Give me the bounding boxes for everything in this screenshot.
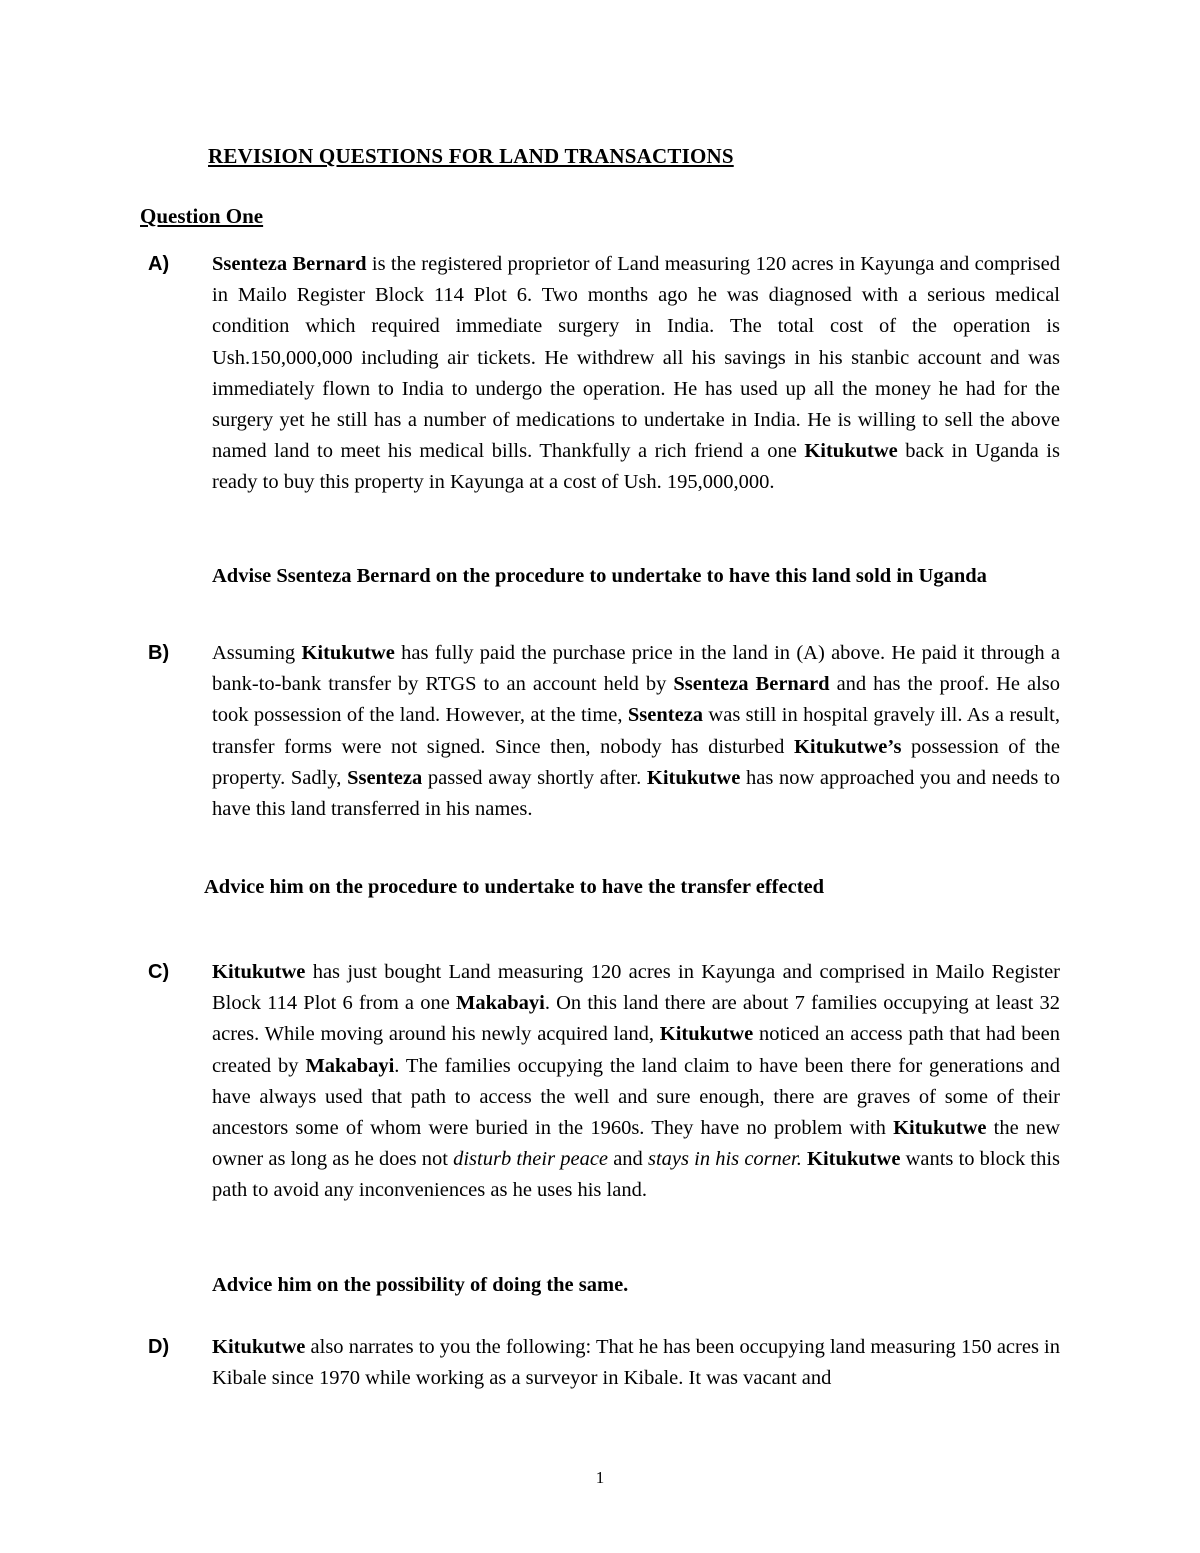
question-c-text: Kitukutwe has just bought Land measuring 120 acres in Kayunga and comprised in Mailo Register Block 114 Plot 6 from a one Makabayi. On this land there are about 7 families occupying at least 32 acres. While moving around his newly acquired land, Kitukutwe noticed an access path that had been created by Makabayi. The families occupying the land claim to have been there for generations and have always used that path to access the well and sure enough, there are graves of some of their ancestors some of whom were buried in the 1960s. They have no problem with Kitukutwe the new owner as long as he does not disturb their peace and stays in his corner. Kitukutwe wants to block this path to avoid any inconveniences as he uses his land. <box>212 961 1061 1202</box>
section-heading: Question One <box>140 204 264 228</box>
question-b-instruction: Advice him on the procedure to undertake to have the transfer effected <box>204 876 825 898</box>
question-b-label: B) <box>148 642 170 664</box>
question-c-instruction: Advice him on the possibility of doing the same. <box>212 1274 629 1296</box>
question-d-text: Kitukutwe also narrates to you the following: That he has been occupying land measuring 150 acres in Kibale since 1970 while working as a surveyor in Kibale. It was vacant and <box>212 1336 1060 1390</box>
question-d-label: D) <box>148 1336 170 1358</box>
page-number: 1 <box>595 1468 605 1487</box>
question-a-label: A) <box>148 253 170 275</box>
question-c-label: C) <box>148 961 170 983</box>
name-ssenteza-bernard: Ssenteza Bernard <box>212 253 367 275</box>
question-a-instruction: Advise Ssenteza Bernard on the procedure to undertake to have this land sold in Uganda <box>212 565 987 587</box>
document-title: REVISION QUESTIONS FOR LAND TRANSACTIONS <box>208 144 734 168</box>
question-a-text: Ssenteza Bernard is the registered proprietor of Land measuring 120 acres in Kayunga and comprised in Mailo Register Block 114 Plot 6. Two months ago he was diagnosed with a serious medical condition which required immediate surgery in India. The total cost of the operation is Ush.150,000,000 including air tickets. He withdrew all his savings in his stanbic account and was immediately flown to India to undergo the operation. He has used up all the money he had for the surgery yet he still has a number of medications to undertake in India. He is willing to sell the above named land to meet his medical bills. Thankfully a rich friend a one Kitukutwe back in Uganda is ready to buy this property in Kayunga at a cost of Ush. 195,000,000. <box>212 253 1060 494</box>
question-b-text: Assuming Kitukutwe has fully paid the purchase price in the land in (A) above. He paid it through a bank-to-bank transfer by RTGS to an account held by Ssenteza Bernard and has the proof. He also took possession of the land. However, at the time, Ssenteza was still in hospital gravely ill. As a result, transfer forms were not signed. Since then, nobody has disturbed Kitukutwe’s possession of the property. Sadly, Ssenteza passed away shortly after. Kitukutwe has now approached you and needs to have this land transferred in his names. <box>212 642 1061 821</box>
name-kitukutwe: Kitukutwe <box>804 440 898 463</box>
